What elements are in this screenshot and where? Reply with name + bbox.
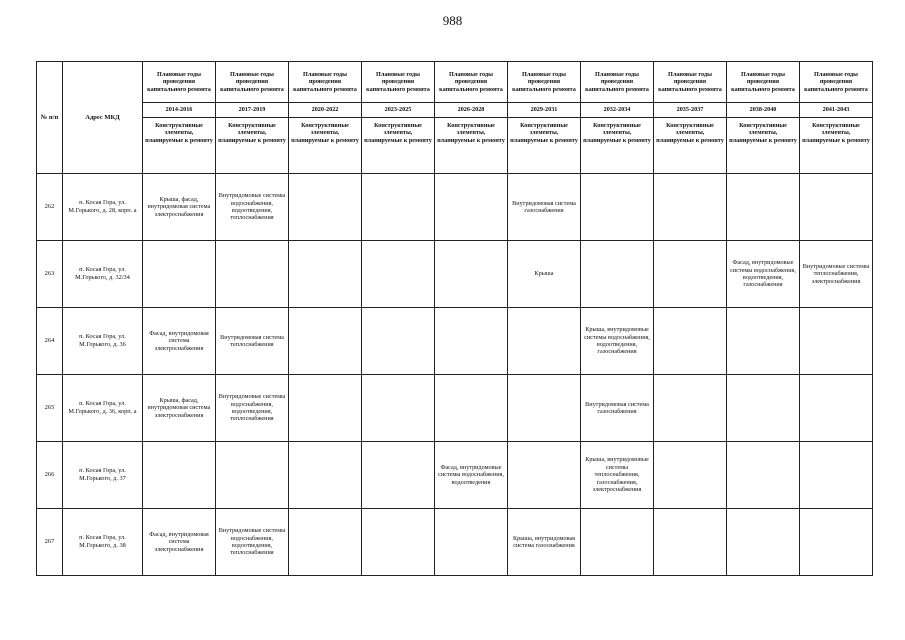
planned-elements-cell (435, 308, 508, 375)
planned-elements-cell (800, 375, 873, 442)
period-years: 2014-2016 (143, 103, 216, 118)
building-address: п. Косая Гора, ул. М.Горького, д. 36, корп. а (63, 375, 143, 442)
period-group-header: Плановые годы проведения капитального ремонта (581, 62, 654, 103)
table-row (37, 241, 873, 308)
period-group-header: Плановые годы проведения капитального ремонта (800, 62, 873, 103)
planned-elements-cell (289, 174, 362, 241)
planned-elements-cell: Фасад, внутридомовые системы водоснабжения, водоотведения, газоснабжения (727, 241, 800, 308)
period-years: 2029-2031 (508, 103, 581, 118)
row-number: 264 (37, 308, 63, 375)
period-group-header: Плановые годы проведения капитального ремонта (654, 62, 727, 103)
planned-elements-cell (435, 375, 508, 442)
planned-elements-cell (216, 442, 289, 509)
planned-elements-cell (581, 509, 654, 576)
planned-elements-cell (216, 241, 289, 308)
page-number: 988 (442, 13, 463, 28)
table-row (37, 375, 873, 442)
building-address: п. Косая Гора, ул. М.Горького, д. 32/34 (63, 241, 143, 308)
row-number: 263 (37, 241, 63, 308)
row-number: 265 (37, 375, 63, 442)
planned-elements-cell: Крыша, внутридомовые системы теплоснабжения, газоснабжения, электроснабжения (581, 442, 654, 509)
table-header (37, 62, 873, 174)
planned-elements-cell (581, 174, 654, 241)
planned-elements-cell (362, 308, 435, 375)
elements-subheader: Конструктивные элементы, планируемые к ремонту (143, 118, 216, 174)
planned-elements-cell: Внутридомовая система газоснабжения (581, 375, 654, 442)
planned-elements-cell (508, 442, 581, 509)
period-group-header: Плановые годы проведения капитального ремонта (289, 62, 362, 103)
planned-elements-cell (289, 509, 362, 576)
table-body (37, 174, 873, 576)
planned-elements-cell (289, 241, 362, 308)
period-group-header: Плановые годы проведения капитального ремонта (508, 62, 581, 103)
planned-elements-cell (362, 442, 435, 509)
elements-subheader: Конструктивные элементы, планируемые к ремонту (727, 118, 800, 174)
planned-elements-cell (143, 241, 216, 308)
row-number: 266 (37, 442, 63, 509)
table-row (37, 509, 873, 576)
planned-elements-cell (289, 375, 362, 442)
elements-subheader: Конструктивные элементы, планируемые к ремонту (581, 118, 654, 174)
planned-elements-cell (508, 308, 581, 375)
building-address: п. Косая Гора, ул. М.Горького, д. 37 (63, 442, 143, 509)
table-row (37, 442, 873, 509)
planned-elements-cell: Фасад, внутридомовые системы водоснабжения, водоотведения (435, 442, 508, 509)
planned-elements-cell: Крыша, внутридомовые системы водоснабжения, водоотведения, газоснабжения (581, 308, 654, 375)
planned-elements-cell (435, 509, 508, 576)
column-header-number: № п/п (37, 62, 63, 174)
planned-elements-cell: Крыша (508, 241, 581, 308)
elements-subheader: Конструктивные элементы, планируемые к ремонту (362, 118, 435, 174)
planned-elements-cell (654, 509, 727, 576)
planned-elements-cell (800, 509, 873, 576)
planned-elements-cell: Внутридомовые системы теплоснабжения, электроснабжения (800, 241, 873, 308)
planned-elements-cell (727, 509, 800, 576)
planned-elements-cell: Внутридомовая система газоснабжения (508, 174, 581, 241)
planned-elements-cell (800, 308, 873, 375)
planned-elements-cell: Внутридомовая система теплоснабжения (216, 308, 289, 375)
period-group-header: Плановые годы проведения капитального ремонта (143, 62, 216, 103)
planned-elements-cell (289, 308, 362, 375)
planned-elements-cell: Фасад, внутридомовая система электроснабжения (143, 308, 216, 375)
elements-subheader: Конструктивные элементы, планируемые к ремонту (508, 118, 581, 174)
planned-elements-cell (435, 241, 508, 308)
period-years: 2035-2037 (654, 103, 727, 118)
planned-elements-cell: Крыша, фасад, внутридомовая система электроснабжения (143, 375, 216, 442)
planned-elements-cell (362, 174, 435, 241)
planned-elements-cell (654, 375, 727, 442)
planned-elements-cell: Фасад, внутридомовая система электроснабжения (143, 509, 216, 576)
elements-subheader: Конструктивные элементы, планируемые к ремонту (435, 118, 508, 174)
planned-elements-cell (581, 241, 654, 308)
planned-elements-cell (654, 241, 727, 308)
planned-elements-cell (654, 174, 727, 241)
planned-elements-cell (362, 509, 435, 576)
period-years: 2017-2019 (216, 103, 289, 118)
repair-schedule-table (36, 61, 873, 576)
elements-subheader: Конструктивные элементы, планируемые к ремонту (800, 118, 873, 174)
period-years: 2026-2028 (435, 103, 508, 118)
column-header-address: Адрес МКД (63, 62, 143, 174)
row-number: 262 (37, 174, 63, 241)
planned-elements-cell (654, 442, 727, 509)
planned-elements-cell (727, 442, 800, 509)
building-address: п. Косая Гора, ул. М.Горького, д. 36 (63, 308, 143, 375)
period-group-header: Плановые годы проведения капитального ремонта (362, 62, 435, 103)
elements-subheader: Конструктивные элементы, планируемые к ремонту (216, 118, 289, 174)
planned-elements-cell (362, 241, 435, 308)
planned-elements-cell (508, 375, 581, 442)
row-number: 267 (37, 509, 63, 576)
period-group-header: Плановые годы проведения капитального ремонта (727, 62, 800, 103)
planned-elements-cell (435, 174, 508, 241)
period-group-header: Плановые годы проведения капитального ремонта (216, 62, 289, 103)
planned-elements-cell (727, 308, 800, 375)
building-address: п. Косая Гора, ул. М.Горького, д. 38 (63, 509, 143, 576)
planned-elements-cell (800, 174, 873, 241)
planned-elements-cell (143, 442, 216, 509)
table-row (37, 174, 873, 241)
period-years: 2038-2040 (727, 103, 800, 118)
planned-elements-cell (800, 442, 873, 509)
planned-elements-cell (727, 174, 800, 241)
planned-elements-cell (654, 308, 727, 375)
period-years: 2041-2043 (800, 103, 873, 118)
planned-elements-cell (727, 375, 800, 442)
planned-elements-cell (362, 375, 435, 442)
table-row (37, 308, 873, 375)
planned-elements-cell (289, 442, 362, 509)
elements-subheader: Конструктивные элементы, планируемые к ремонту (289, 118, 362, 174)
planned-elements-cell: Внутридомовые системы водоснабжения, водоотведения, теплоснабжения (216, 174, 289, 241)
planned-elements-cell: Крыша, внутридомовая система газоснабжения (508, 509, 581, 576)
planned-elements-cell: Внутридомовые системы водоснабжения, водоотведения, теплоснабжения (216, 375, 289, 442)
building-address: п. Косая Гора, ул. М.Горького, д. 28, корп. а (63, 174, 143, 241)
planned-elements-cell: Крыша, фасад, внутридомовая система электроснабжения (143, 174, 216, 241)
elements-subheader: Конструктивные элементы, планируемые к ремонту (654, 118, 727, 174)
period-group-header: Плановые годы проведения капитального ремонта (435, 62, 508, 103)
period-years: 2020-2022 (289, 103, 362, 118)
period-years: 2023-2025 (362, 103, 435, 118)
planned-elements-cell: Внутридомовые системы водоснабжения, водоотведения, теплоснабжения (216, 509, 289, 576)
period-years: 2032-2034 (581, 103, 654, 118)
